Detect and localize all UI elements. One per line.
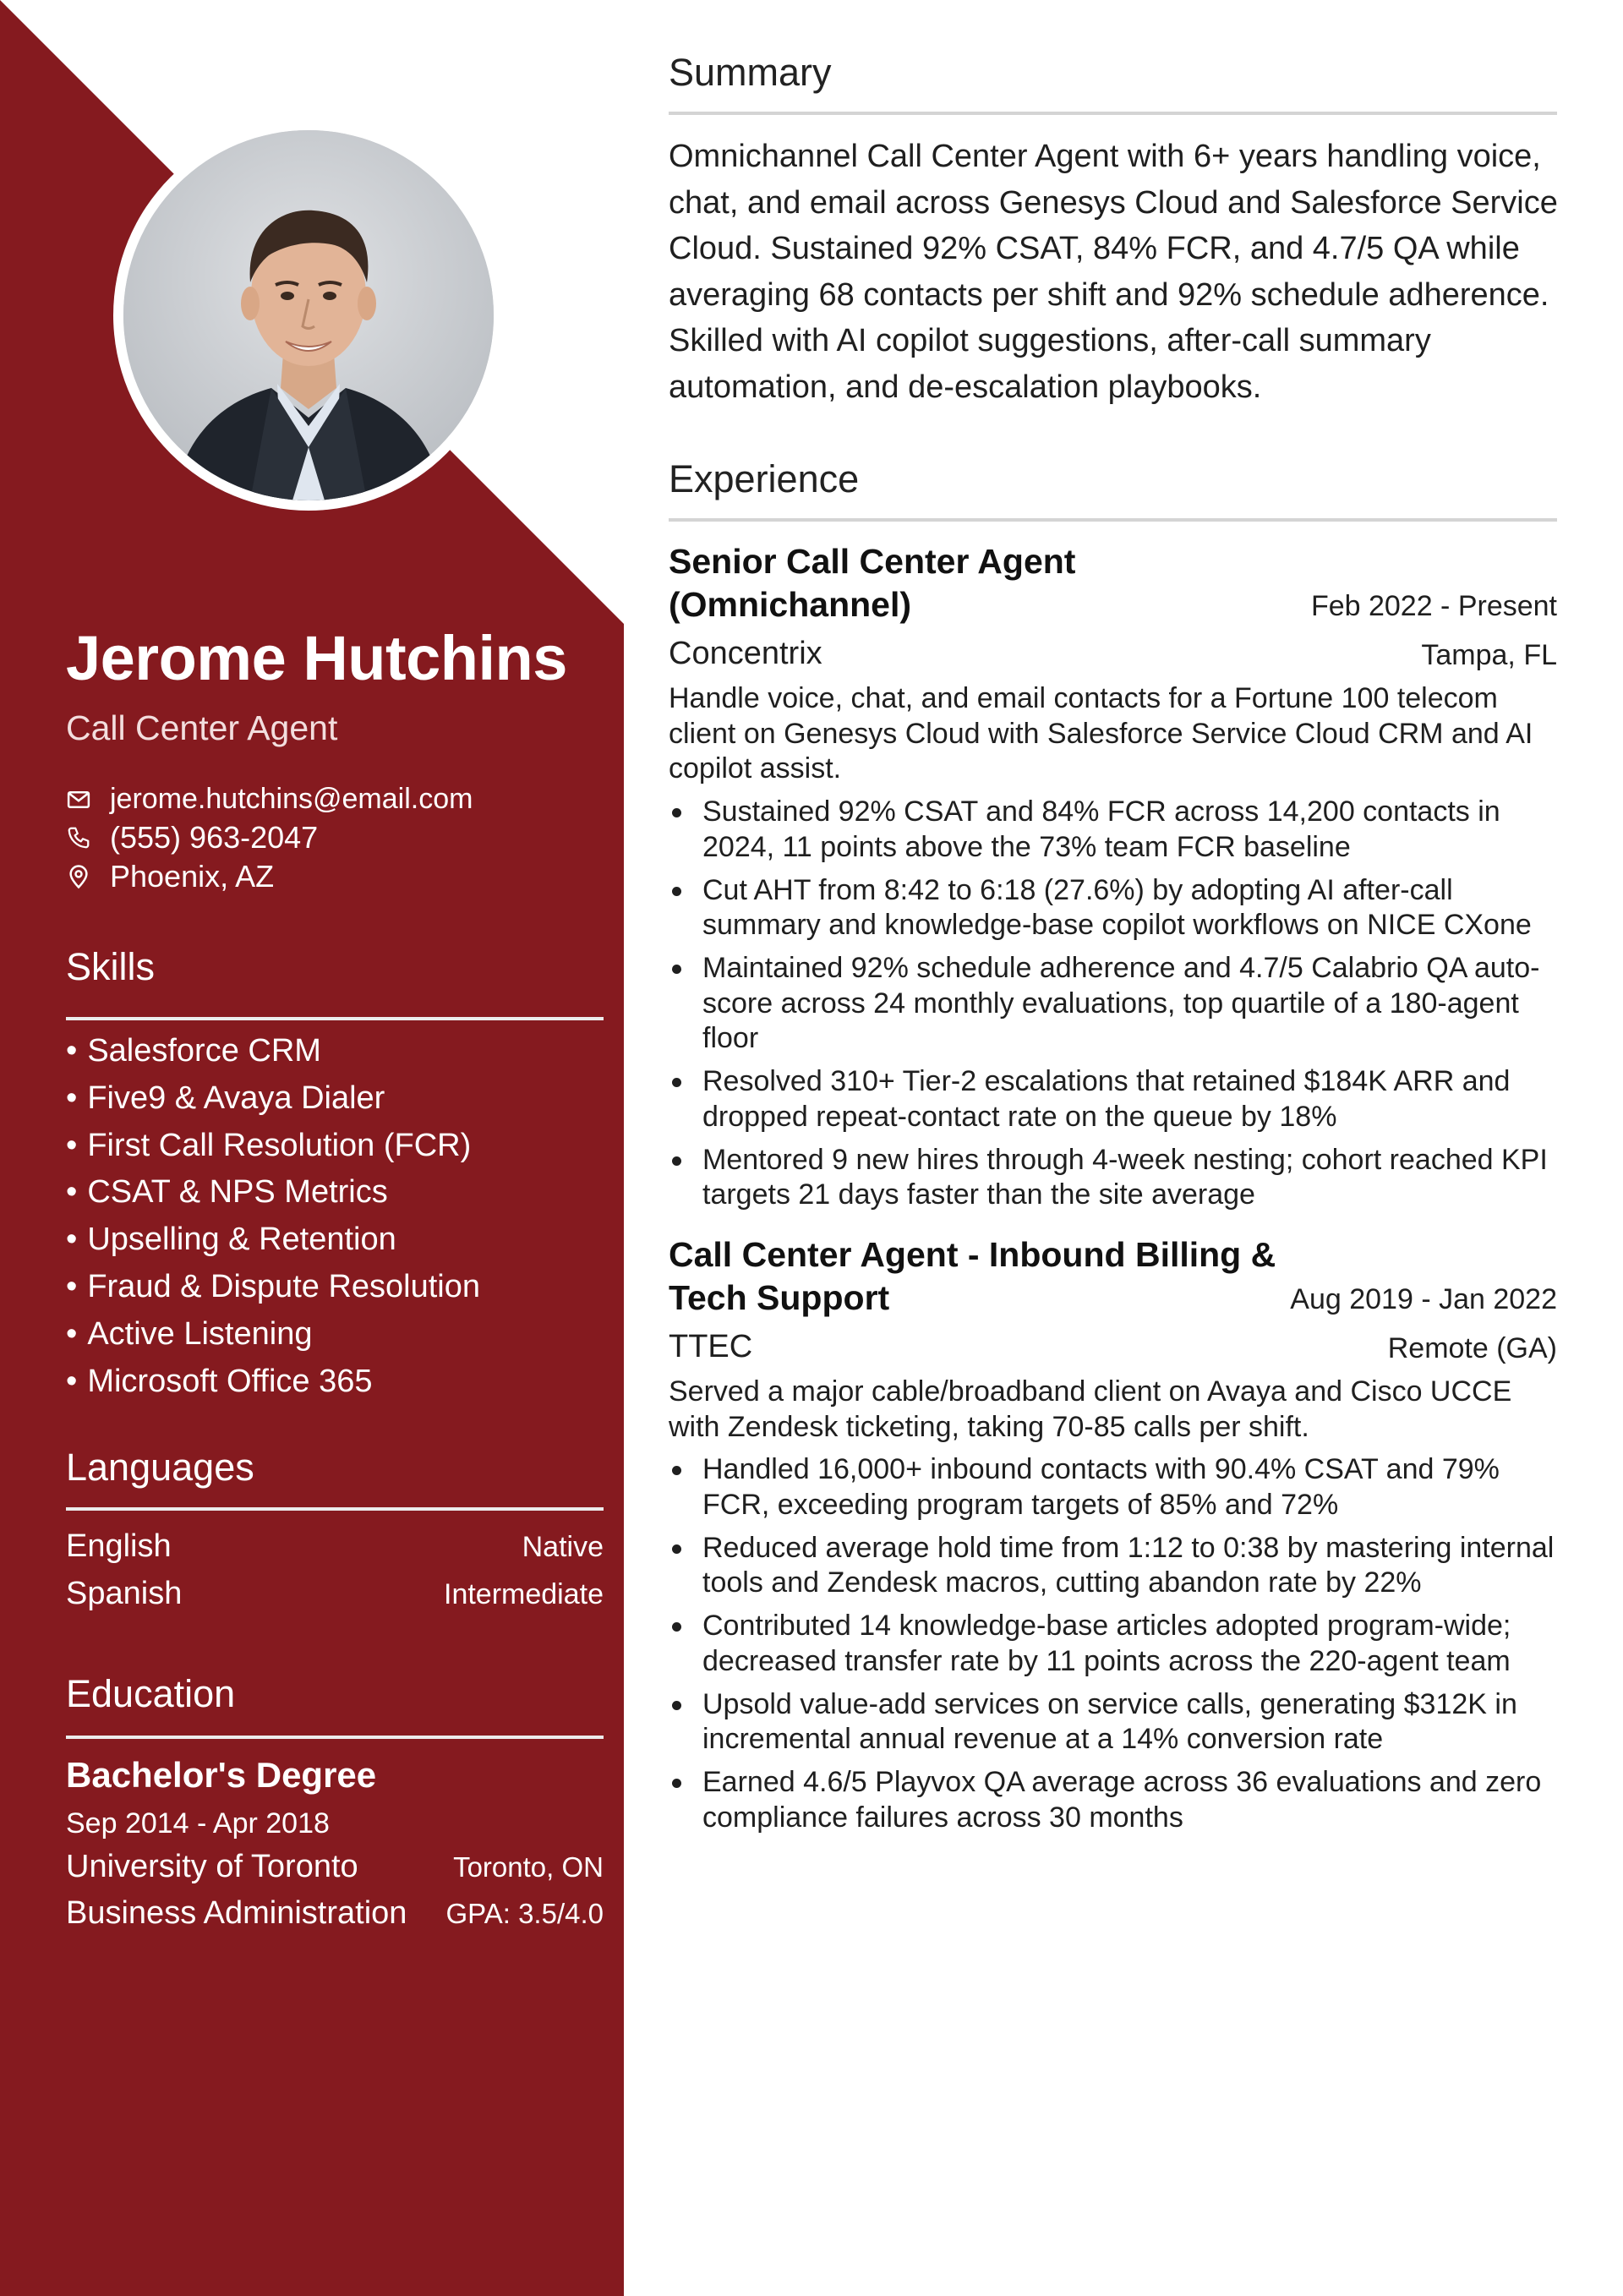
skill-item: • Active Listening (66, 1311, 480, 1358)
candidate-name: Jerome Hutchins (66, 623, 567, 693)
contact-email[interactable] (66, 783, 473, 816)
job-achievements (669, 1452, 1565, 1844)
education-dates: Sep 2014 - Apr 2018 (66, 1807, 330, 1840)
achievement-item: Handled 16,000+ inbound contacts with 90.4% CSAT and 79% FCR, exceeding program targets of 85% and 72% (669, 1452, 1565, 1522)
job-location: Tampa, FL (1421, 639, 1557, 671)
education-field: Business Administration (66, 1895, 407, 1931)
languages-divider (66, 1507, 604, 1511)
contact-location (66, 859, 274, 894)
mail-icon (66, 787, 91, 812)
skill-item: • Salesforce CRM (66, 1028, 480, 1075)
summary-text: Omnichannel Call Center Agent with 6+ years handling voice, chat, and email across Genesys Cloud and Salesforce Service Cloud. Sustained 92% CSAT, 84% FCR, and 4.7/5 QA while averaging 68 contacts per shift and 92% schedule adherence. Skilled with AI copilot suggestions, after-call summary automation, and de-escalation playbooks. (669, 139, 1558, 405)
language-name: English (66, 1528, 172, 1564)
skill-item: • Five9 & Avaya Dialer (66, 1075, 480, 1123)
achievement-item: Maintained 92% schedule adherence and 4.7/5 Calabrio QA auto-score across 24 monthly evaluations, top quartile of a 180-agent floor (669, 951, 1565, 1057)
language-name: Spanish (66, 1576, 183, 1611)
achievement-item: Reduced average hold time from 1:12 to 0:38 by mastering internal tools and Zendesk macros, cutting abandon rate by 22% (669, 1531, 1565, 1601)
education-heading: Education (66, 1672, 236, 1715)
job-dates: Aug 2019 - Jan 2022 (1290, 1283, 1557, 1315)
job-position: Senior Call Center Agent (Omnichannel) (669, 542, 1076, 624)
experience-heading: Experience (669, 457, 860, 500)
experience-divider (669, 518, 1557, 522)
achievement-item: Sustained 92% CSAT and 84% FCR across 14,200 contacts in 2024, 11 points above the 73% team FCR baseline (669, 795, 1565, 865)
achievement-item: Resolved 310+ Tier-2 escalations that retained $184K ARR and dropped repeat-contact rate on the queue by 18% (669, 1064, 1565, 1134)
skill-item: • CSAT & NPS Metrics (66, 1169, 480, 1216)
skills-heading: Skills (66, 945, 156, 988)
skill-item: • Microsoft Office 365 (66, 1358, 480, 1406)
language-row (66, 1576, 604, 1612)
skill-item: • Fraud & Dispute Resolution (66, 1264, 480, 1311)
education-school-row (66, 1849, 604, 1885)
achievement-item: Cut AHT from 8:42 to 6:18 (27.6%) by adopting AI after-call summary and knowledge-base copilot workflows on NICE CXone (669, 873, 1565, 943)
achievement-item: Earned 4.6/5 Playvox QA average across 36 evaluations and zero compliance failures across 30 months (669, 1765, 1565, 1835)
location-text: Phoenix, AZ (110, 859, 275, 894)
job-description: Handle voice, chat, and email contacts for a Fortune 100 telecom client on Genesys Cloud with Salesforce Service Cloud CRM and AI copilot assist. (669, 682, 1533, 784)
location-pin-icon (66, 864, 91, 889)
skills-list (66, 1028, 480, 1405)
achievement-item: Upsold value-add services on service calls, generating $312K in incremental annual revenue at a 14% conversion rate (669, 1687, 1565, 1758)
job-achievements (669, 795, 1565, 1221)
email-text: jerome.hutchins@email.com (110, 783, 473, 815)
education-school: University of Toronto (66, 1849, 358, 1884)
education-location: Toronto, ON (453, 1851, 604, 1883)
achievement-item: Contributed 14 knowledge-base articles adopted program-wide; decreased transfer rate by 11 points across the 220-agent team (669, 1609, 1565, 1679)
skills-divider (66, 1017, 604, 1020)
profile-photo (123, 130, 494, 500)
job-location: Remote (GA) (1387, 1332, 1557, 1364)
education-gpa: GPA: 3.5/4.0 (445, 1898, 604, 1929)
job-position: Call Center Agent - Inbound Billing & Tech Support (669, 1235, 1276, 1317)
language-level: Native (522, 1531, 604, 1563)
phone-text: (555) 963-2047 (110, 820, 319, 855)
job-company: TTEC (669, 1329, 753, 1364)
skill-item: • Upselling & Retention (66, 1216, 480, 1264)
summary-divider (669, 112, 1557, 115)
phone-icon (66, 825, 91, 850)
skill-item: • First Call Resolution (FCR) (66, 1123, 480, 1170)
languages-heading: Languages (66, 1446, 254, 1489)
job-description: Served a major cable/broadband client on Avaya and Cisco UCCE with Zendesk ticketing, taking 70-85 calls per shift. (669, 1375, 1512, 1443)
contact-phone[interactable] (66, 820, 318, 856)
achievement-item: Mentored 9 new hires through 4-week nesting; cohort reached KPI targets 21 days faster than the site average (669, 1143, 1565, 1213)
job-title: Call Center Agent (66, 708, 338, 747)
summary-heading: Summary (669, 51, 832, 94)
education-divider (66, 1736, 604, 1739)
education-degree: Bachelor's Degree (66, 1755, 377, 1795)
language-level: Intermediate (444, 1578, 604, 1610)
language-row (66, 1528, 604, 1565)
job-company: Concentrix (669, 636, 822, 671)
job-dates: Feb 2022 - Present (1310, 590, 1557, 622)
education-field-row (66, 1895, 604, 1932)
